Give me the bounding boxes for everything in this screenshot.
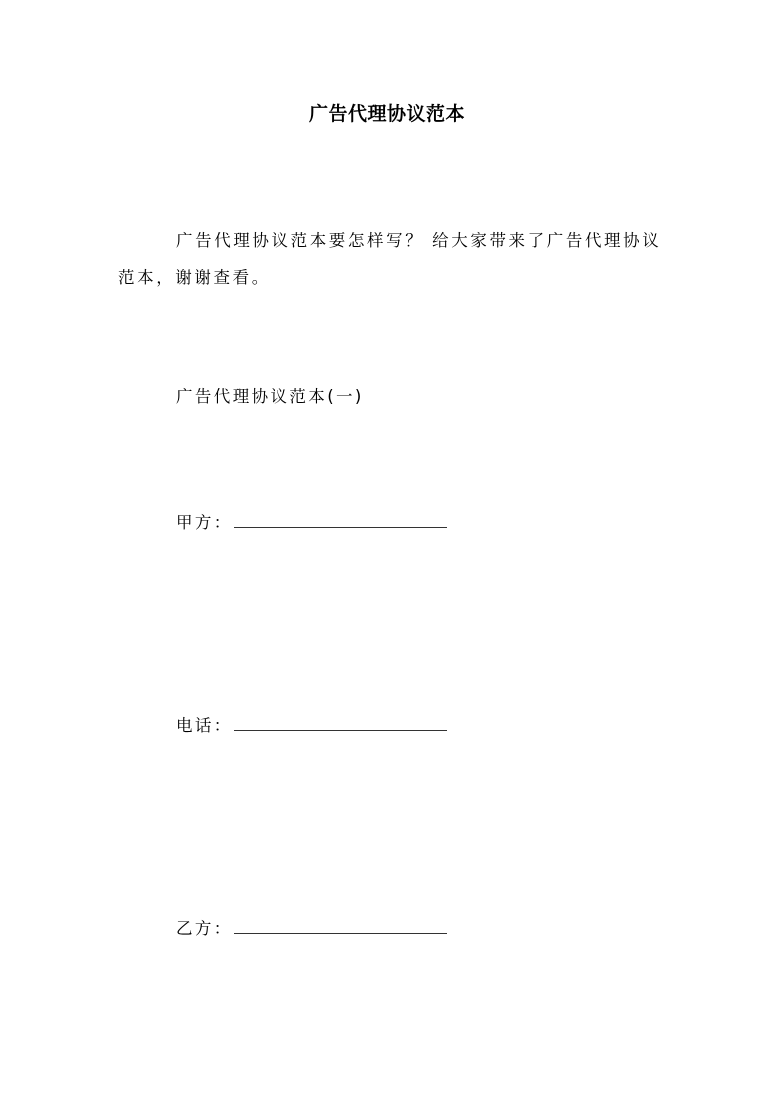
phone-label: 电话：: [176, 716, 233, 735]
intro-paragraph: 广告代理协议范本要怎样写？ 给大家带来了广告代理协议范本，谢谢查看。: [118, 231, 662, 287]
party-a-field: [176, 509, 447, 536]
party-a-blank-line: [234, 509, 447, 528]
document-title: 广告代理协议范本: [308, 103, 465, 125]
party-b-field: [176, 915, 447, 942]
section-heading: 广告代理协议范本(一): [176, 387, 364, 406]
phone-field: [176, 712, 447, 739]
party-a-label: 甲方：: [176, 513, 233, 532]
party-b-blank-line: [234, 915, 447, 934]
party-b-label: 乙方：: [176, 919, 233, 938]
phone-blank-line: [234, 712, 447, 731]
